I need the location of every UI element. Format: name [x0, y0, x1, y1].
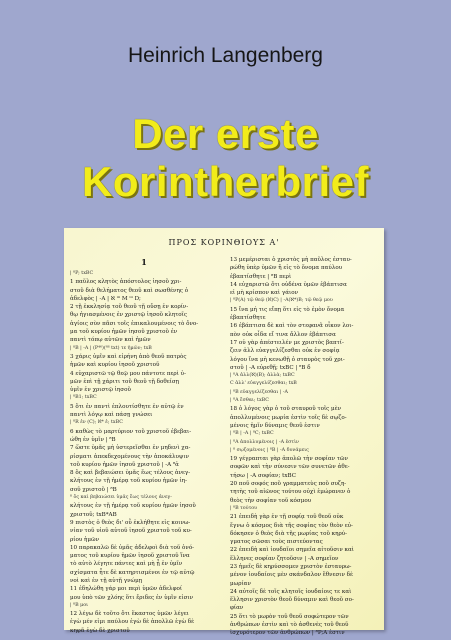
text-line: στοῦ διὰ θελήματος θεοῦ καὶ σωσθένης ὁ [70, 287, 189, 294]
text-line: | ⁸A ἀπολλυμένοις | -A ἐστὶν [230, 439, 299, 445]
text-line: 24 αὐτοῖς δὲ τοῖς κλητοῖς ἰουδαίοις τε καὶ [230, 588, 352, 595]
text-line: 19 γέγραπται γὰρ ἀπολῶ τὴν σοφίαν τῶν [230, 456, 348, 463]
text-line: ἰσχυρότερον τῶν ἀνθρώπων | ⁸P;A ἐστιν [230, 630, 345, 637]
text-line: 21 ἐπειδὴ γὰρ ἐν τῇ σοφίᾳ τοῦ θεοῦ οὐκ [230, 514, 344, 521]
text-line: ματος τοῦ κυρίου ἡμῶν ἰησοῦ χριστοῦ ἵνα [70, 553, 190, 560]
chapter-number: 1 [141, 257, 147, 267]
text-line: ἕλλησιν χριστὸν θεοῦ δύναμιν καὶ θεοῦ σο- [230, 597, 354, 604]
left-column [70, 256, 218, 635]
text-line: | ⁸A ἔσθαι; txBC [230, 398, 269, 404]
text-line: ἐγὼ μέν εἰμι παύλου ἐγὼ δὲ ἀπολλῶ ἐγὼ δὲ [70, 619, 195, 626]
text-line: 25 ὅτι τὸ μωρὸν τοῦ θεοῦ σοφώτερον τῶν [230, 613, 349, 620]
text-line: στοῦ | -A εὑρεθῇ; txBC | ⁸B δ [230, 364, 311, 371]
text-line: ἁγίοις σὺν πᾶσι τοῖς ἐπικαλουμένοις τὸ ὄνο- [70, 320, 199, 327]
text-line: φίαν [230, 605, 244, 612]
text-line: θεὸς τὴν σοφίαν τοῦ κόσμου [230, 497, 312, 504]
text-line: νοὶ καὶ ἐν τῇ αὐτῇ γνώμῃ [70, 577, 143, 584]
text-line: 6 καθὼς τὸ μαρτύριον τοῦ χριστοῦ ἐβεβαι- [70, 428, 192, 435]
text-line: λόγου ἵνα μὴ κενωθῇ ὁ σταυρὸς τοῦ χρι- [230, 356, 345, 363]
text-line: 12 λέγω δὲ τοῦτο ὅτι ἕκαστος ὑμῶν λέγει [70, 611, 189, 618]
text-line: σχίσματα ἦτε δὲ κατηρτισμένοι ἐν τῷ αὐτῷ [70, 569, 195, 576]
text-line: μῶν ἐπὶ τῇ χάριτι τοῦ θεοῦ τῇ δοθείσῃ [70, 378, 180, 385]
text-line: δόκησεν ὁ θεὸς διὰ τῆς μωρίας τοῦ κηρύ- [230, 530, 348, 537]
text-line: ἀνθρώπων ἐστὶν καὶ τὸ ἀσθενὲς τοῦ θεοῦ [230, 622, 349, 629]
text-line: ὑμῖν ἐν χριστῷ ἰησοῦ [70, 387, 131, 394]
text-line: 15 ἵνα μή τις εἴπῃ ὅτι εἰς τὸ ἐμὸν ὄνομα [230, 306, 345, 313]
text-line: 22 ἐπειδὴ καὶ ἰουδαῖοι σημεῖα αἰτοῦσιν καὶ [230, 547, 354, 554]
text-line: τοῦ κυρίου ἡμῶν ἰησοῦ χριστοῦ | -A ⁸ἁ [70, 461, 179, 468]
text-line: ⁸ ὃς καὶ βεβαιώσει ὑμᾶς ἕως τέλους ἀνεγ- [70, 495, 172, 501]
text-line: τὸ αὐτὸ λέγητε πάντες καὶ μὴ ᾖ ἐν ὑμῖν [70, 561, 183, 568]
text-line: | ⁸B | -A | ⁸C; txBC [230, 431, 274, 437]
text-line: | ⁸A ἀλλ(ℵ)(B); ἀλλὰ; txBC [230, 373, 295, 379]
text-line: | ⁸ σῳζομένοις | ⁸B | -A δυνάμεις [230, 447, 309, 453]
text-line: 3 χάρις ὑμῖν καὶ εἰρήνη ἀπὸ θεοῦ πατρὸς [70, 353, 187, 360]
text-line: παντὶ τόπῳ αὐτῶν καὶ ἡμῶν [70, 337, 151, 344]
text-line: κλήτους ἐν τῇ ἡμέρᾳ τοῦ κυρίου ἡμῶν ἰη- [70, 478, 188, 485]
text-line: 7 ὥστε ὑμᾶς μὴ ὑστερεῖσθαι ἐν μηδενὶ χα- [70, 445, 191, 452]
text-line: κηφᾶ ἐγὼ δὲ χριστοῦ [70, 627, 130, 634]
text-line: 13 μεμέρισται ὁ χριστὸς μὴ παῦλος ἐσταυ- [230, 257, 352, 263]
text-line: 20 ποῦ σοφός ποῦ γραμματεὺς ποῦ συζη- [230, 481, 347, 488]
text-line: | ⁸B τούτου [230, 505, 258, 511]
text-line: θῳ ἡγιασμένοις ἐν χριστῷ ἰησοῦ κλητοῖς [70, 312, 187, 319]
text-line: εἰ μὴ κρίσπον καὶ γάιον [230, 290, 298, 297]
text-line: | ⁸B εὐαγγελίζεσθαι | -A [230, 389, 289, 395]
text-line: μένοις ἡμῖν δύναμις θεοῦ ἐστιν [230, 422, 320, 429]
text-line: μένον ἰουδαίοις μὲν σκάνδαλον ἔθνεσιν δὲ [230, 572, 354, 579]
text-line: ἐβαπτίσθητε [230, 315, 266, 322]
page-header: ΠΡΟΣ ΚΟΡΙΝΘΙΟΥΣ Α' [168, 238, 280, 247]
text-line: ώθη ἐν ὑμῖν | ⁸B [70, 436, 116, 443]
text-line: | ⁸B | -A | (P⁴⁶)(⁶⁸ txt) τε ἡμῶν; txB [70, 345, 152, 351]
text-line: γματος σῶσαι τοὺς πιστεύοντας [230, 539, 323, 546]
text-line: | ⁸P; txBC [70, 271, 94, 276]
text-line: 14 εὐχαριστῶ ὅτι οὐδένα ὑμῶν ἐβάπτισα [230, 281, 347, 288]
text-line: | ⁸B1; txBC [70, 395, 97, 401]
text-line: ρίου ἡμῶν [70, 536, 99, 543]
text-line: 5 ὅτι ἐν παντὶ ἐπλουτίσθητε ἐν αὐτῷ ἐν [70, 403, 184, 410]
text-line: 17 οὐ γὰρ ἀπέστειλέν με χριστὸς βαπτί- [230, 339, 344, 346]
text-line: 8 ὃς καὶ βεβαιώσει ὑμᾶς ἕως τέλους ἀνεγ- [70, 470, 191, 477]
text-line: σοῦ χριστοῦ | ⁸B [70, 486, 117, 493]
text-line: 18 ὁ λόγος γὰρ ὁ τοῦ σταυροῦ τοῖς μὲν [230, 406, 342, 413]
text-line: ἀπολλυμένοις μωρία ἐστὶν τοῖς δὲ σῳζο- [230, 414, 347, 421]
text-line: | ⁸P(A) τῷ θεῷ (ℵ)C) | -A(ℵ*)B; τῷ θεῷ μου [230, 298, 333, 304]
text-line: μα τοῦ κυρίου ἡμῶν ἰησοῦ χριστοῦ ἐν [70, 329, 178, 336]
text-line: τητὴς τοῦ αἰῶνος τούτου οὐχὶ ἐμώρανεν ὁ [230, 489, 351, 496]
text-line: ρώθη ὑπὲρ ὑμῶν ἢ εἰς τὸ ὄνομα παύλου [230, 265, 343, 272]
text-line: ζειν ἀλλ εὐαγγελίζεσθαι οὐκ ἐν σοφίᾳ [230, 348, 340, 355]
text-line: τήσω | -A σοφίαν; txBC [230, 472, 297, 479]
text-line: 4 εὐχαριστῶ τῷ θεῷ μου πάντοτε περὶ ὑ- [70, 370, 186, 377]
title-line-2: Korintherbrief [81, 158, 369, 205]
text-line: 9 πιστὸς ὁ θεὸς δι' οὗ ἐκλήθητε εἰς κοινω- [70, 519, 191, 526]
text-line: ἡμῶν καὶ κυρίου ἰησοῦ χριστοῦ [70, 362, 160, 369]
text-line: ἕλληνες σοφίαν ζητοῦσιν | -A σημεῖον [230, 555, 339, 562]
text-line: 10 παρακαλῶ δὲ ὑμᾶς ἀδελφοὶ διὰ τοῦ ὀνό- [70, 544, 195, 551]
text-line: 2 τῇ ἐκκλησίᾳ τοῦ θεοῦ τῇ οὔσῃ ἐν κορίν- [70, 304, 189, 311]
text-line: 11 ἐδηλώθη γάρ μοι περὶ ὑμῶν ἀδελφοί [70, 586, 183, 593]
text-line: C ἀλλ' εὐαγγελίζεσθαι; txB [230, 381, 297, 387]
text-line: παντὶ λόγῳ καὶ πάσῃ γνώσει [70, 412, 153, 419]
author-name: Heinrich Langenberg [128, 44, 323, 67]
title-line-1: Der erste [132, 110, 319, 157]
text-line: 16 ἐβάπτισα δὲ καὶ τὸν στεφανᾶ οἶκον λοι- [230, 323, 354, 330]
text-line: ρίσματι ἀπεκδεχομένους τὴν ἀποκάλυψιν [70, 453, 189, 460]
right-column [230, 256, 378, 638]
text-line: μωρίαν [230, 580, 251, 587]
text-line: ἔγνω ὁ κόσμος διὰ τῆς σοφίας τὸν θεὸν εὐ- [230, 522, 353, 529]
text-line: 1 παῦλος κλητὸς ἀπόστολος ἰησοῦ χρι- [70, 279, 182, 286]
text-line: ἀδελφὸς | -A | ℵ ⁱⁱⁱ M ⁱⁱⁱ D; [70, 295, 141, 302]
text-line: | ⁸R ἐν (C); ℵ* ἐ; txBC [70, 420, 123, 426]
text-line: κλήτους ἐν τῇ ἡμέρᾳ τοῦ κυρίου ἡμῶν ἰησοῦ [70, 503, 196, 510]
manuscript-page [64, 228, 384, 637]
text-line: χριστοῦ; txB*AB [70, 511, 117, 518]
text-line: ἐβαπτίσθητε | ⁸B περὶ [230, 273, 292, 280]
text-line: 23 ἡμεῖς δὲ κηρύσσομεν χριστὸν ἐσταυρω- [230, 563, 352, 570]
text-line: πὸν οὐκ οἶδα εἴ τινα ἄλλον ἐβάπτισα [230, 331, 336, 338]
text-line: σοφῶν καὶ τὴν σύνεσιν τῶν συνετῶν ἀθε- [230, 464, 350, 471]
text-line: μου ὑπὸ τῶν χλόης ὅτι ἔριδες ἐν ὑμῖν εἰσιν [70, 594, 193, 601]
text-line: νίαν τοῦ υἱοῦ αὐτοῦ ἰησοῦ χριστοῦ τοῦ κυ- [70, 528, 192, 535]
text-line: | ⁸B μοι [70, 602, 89, 608]
